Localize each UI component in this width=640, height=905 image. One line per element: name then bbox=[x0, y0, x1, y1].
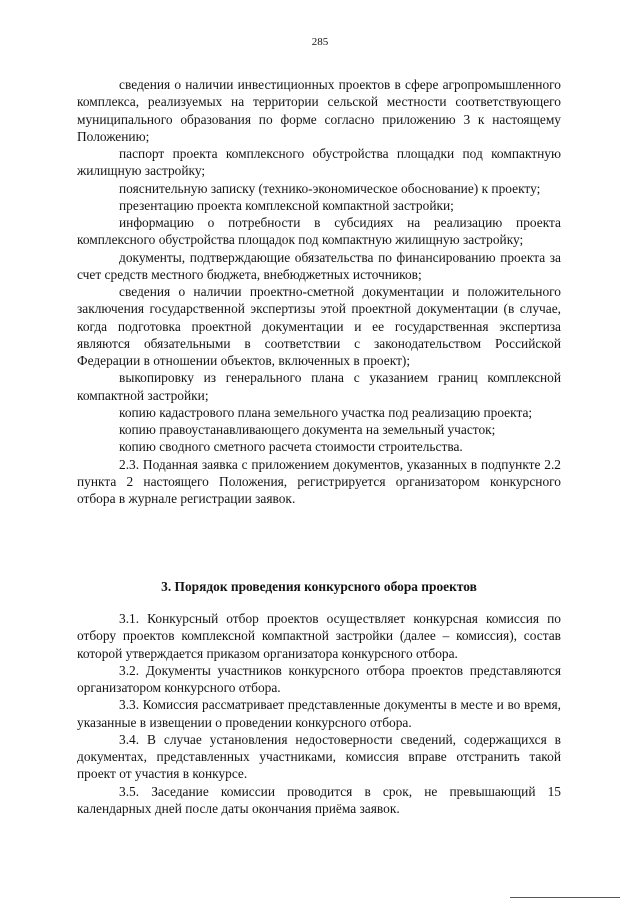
paragraph: 2.3. Поданная заявка с приложением документов, указанных в подпункте 2.2 пункта 2 настоящего Положения, регистрируется организатором конкурсного отбора в журнале регистрации заявок. bbox=[77, 456, 561, 506]
paragraph: копию правоустанавливающего документа на земельный участок; bbox=[119, 422, 496, 437]
page-number: 285 bbox=[311, 36, 329, 48]
paragraph: копию сводного сметного расчета стоимости строительства. bbox=[119, 439, 463, 455]
paragraph: паспорт проекта комплексного обустройства площадки под компактную жилищную застройку; bbox=[77, 146, 561, 179]
paragraph: 3.4. В случае установления недостоверности сведений, содержащихся в документах, представленных участниками, комиссия вправе отстранить такой проект от участия в конкурсе. bbox=[77, 731, 561, 782]
section-heading: 3. Порядок проведения конкурсного обора проектов bbox=[161, 579, 477, 594]
paragraph: копию кадастрового плана земельного участка под реализацию проекта; bbox=[119, 404, 533, 420]
paragraph: информацию о потребности в субсидиях на реализацию проекта комплексного обустройства площадок под компактную жилищную застройку; bbox=[77, 215, 561, 248]
paragraph: 3.1. Конкурсный отбор проектов осуществляет конкурсная комиссия по отбору проектов комплексной компактной застройки (далее – комиссия), состав которой утверждается приказом организатора конкурсного отбора. bbox=[77, 611, 561, 661]
paragraph: сведения о наличии инвестиционных проектов в сфере агропромышленного комплекса, реализуемых на территории сельской местности соответствующего муниципального образования по форме согласно приложению 3 к настоящему Положению; bbox=[77, 77, 561, 144]
footer-divider bbox=[510, 897, 620, 898]
paragraph: выкопировку из генерального плана с указанием границ комплексной компактной застройки; bbox=[77, 370, 561, 403]
paragraph: презентацию проекта комплексной компактной застройки; bbox=[119, 197, 454, 213]
paragraph: 3.5. Заседание комиссии проводится в срок, не превышающий 15 календарных дней после даты окончания приёма заявок. bbox=[77, 783, 561, 816]
section-body bbox=[77, 610, 561, 817]
paragraph: 3.2. Документы участников конкурсного отбора проектов представляются организатором конкурсного отбора. bbox=[77, 662, 561, 695]
paragraph: сведения о наличии проектно-сметной документации и положительного заключения государственной экспертизы этой проектной документации (в случае, когда подготовка проектной документации и ее государственная экспертиза являются обязательными в соответствии с законодательством Российской Федерации в отношении объектов, включенных в проект); bbox=[77, 284, 561, 368]
paragraph: пояснительную записку (технико-экономическое обоснование) к проекту; bbox=[119, 180, 541, 196]
paragraph: документы, подтверждающие обязательства по финансированию проекта за счет средств местного бюджета, внебюджетных источников; bbox=[77, 249, 561, 282]
paragraph: 3.3. Комиссия рассматривает представленные документы в месте и во время, указанные в извещении о проведении конкурсного отбора. bbox=[77, 697, 561, 730]
document-body bbox=[77, 76, 561, 507]
